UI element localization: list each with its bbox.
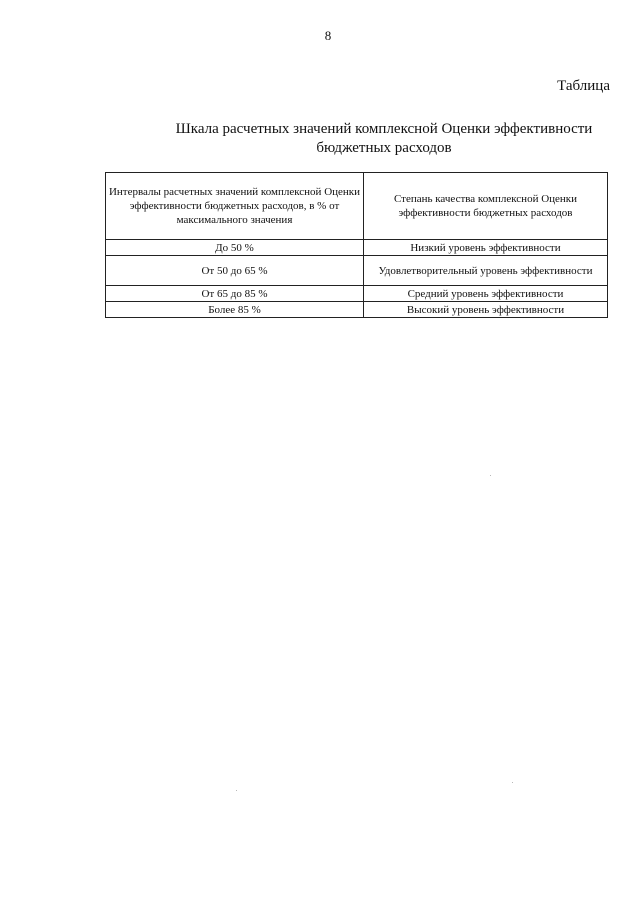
quality-cell: Средний уровень эффективности xyxy=(364,286,608,302)
table-caption: Таблица xyxy=(557,78,610,94)
scan-speck xyxy=(512,782,513,783)
table-row xyxy=(106,286,608,302)
interval-cell: Более 85 % xyxy=(106,302,364,318)
quality-cell: Низкий уровень эффективности xyxy=(364,240,608,256)
header-interval: Интервалы расчетных значений комплексной Оценки эффективности бюджетных расходов, в % от максимального значения xyxy=(106,173,364,240)
table-row xyxy=(106,302,608,318)
interval-cell: От 50 до 65 % xyxy=(106,256,364,286)
interval-cell: От 65 до 85 % xyxy=(106,286,364,302)
scan-speck xyxy=(236,790,237,791)
table-header-row xyxy=(106,173,608,240)
quality-cell: Высокий уровень эффективности xyxy=(364,302,608,318)
efficiency-scale-table xyxy=(105,172,608,318)
table-row xyxy=(106,256,608,286)
page-number: 8 xyxy=(324,28,332,43)
interval-cell: До 50 % xyxy=(106,240,364,256)
scan-speck xyxy=(490,475,491,476)
header-quality-degree: Степань качества комплексной Оценки эффективности бюджетных расходов xyxy=(364,173,608,240)
table-row xyxy=(106,240,608,256)
table-title: Шкала расчетных значений комплексной Оценки эффективности бюджетных расходов xyxy=(175,121,593,156)
quality-cell: Удовлетворительный уровень эффективности xyxy=(364,256,608,286)
